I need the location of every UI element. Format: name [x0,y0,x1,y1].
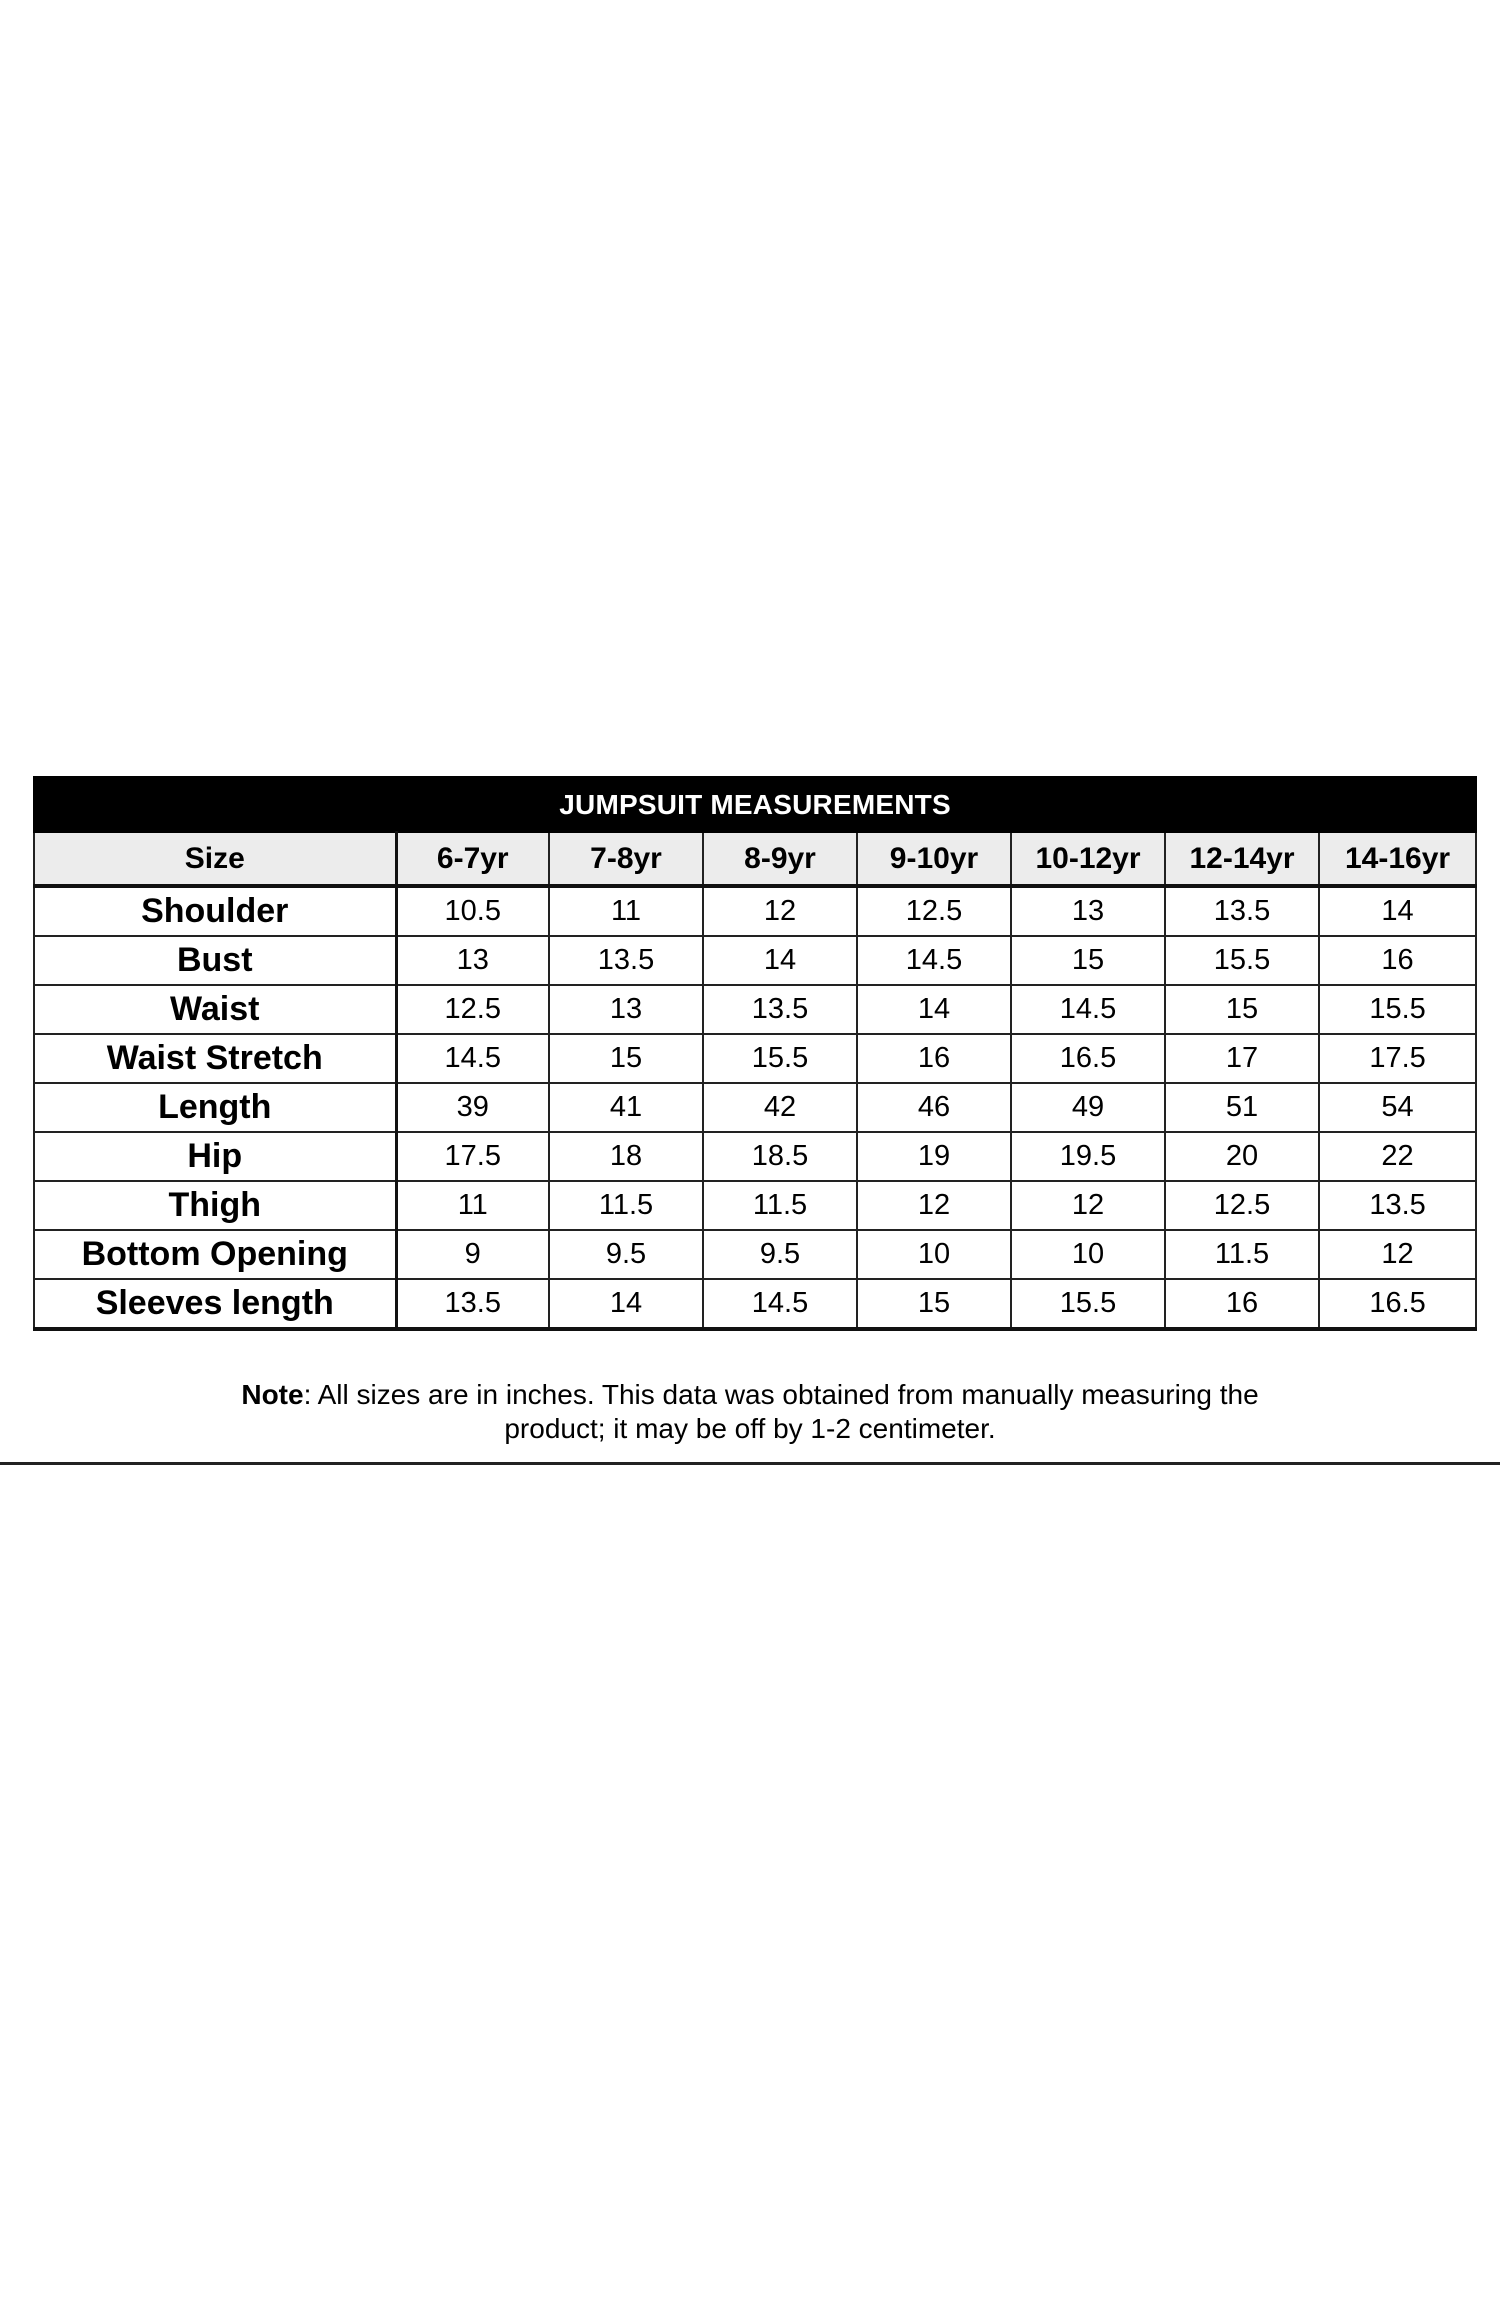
table-cell: 13 [396,936,549,985]
chart-title: JUMPSUIT MEASUREMENTS [34,777,1476,832]
table-cell: 11 [549,886,703,936]
table-cell: 12 [1011,1181,1165,1230]
table-cell: 18.5 [703,1132,857,1181]
measurement-note [0,1378,1500,1446]
table-cell: 14.5 [1011,985,1165,1034]
note-text-1: : All sizes are in inches. This data was obtained from manually measuring the [303,1379,1259,1410]
table-cell: 18 [549,1132,703,1181]
table-cell: 14 [857,985,1011,1034]
note-line-1 [0,1378,1500,1412]
size-column-header: 6-7yr [396,832,549,886]
table-cell: 12.5 [1165,1181,1319,1230]
table-cell: 15 [857,1279,1011,1329]
table-cell: 22 [1319,1132,1476,1181]
table-cell: 12.5 [857,886,1011,936]
row-label: Bust [34,936,396,985]
table-cell: 13.5 [1165,886,1319,936]
table-cell: 17.5 [1319,1034,1476,1083]
table-row [34,1181,1476,1230]
table-cell: 20 [1165,1132,1319,1181]
size-column-header: 12-14yr [1165,832,1319,886]
table-cell: 15 [549,1034,703,1083]
header-row [34,832,1476,886]
table-cell: 15 [1165,985,1319,1034]
row-label: Length [34,1083,396,1132]
row-label: Shoulder [34,886,396,936]
measurement-rows [34,886,1476,1329]
table-cell: 54 [1319,1083,1476,1132]
table-cell: 15 [1011,936,1165,985]
table-cell: 49 [1011,1083,1165,1132]
table-cell: 13.5 [549,936,703,985]
table-cell: 10.5 [396,886,549,936]
table-cell: 14.5 [857,936,1011,985]
horizontal-divider [0,1462,1500,1465]
table-cell: 14 [1319,886,1476,936]
table-cell: 13.5 [703,985,857,1034]
table-cell: 9.5 [549,1230,703,1279]
table-cell: 16.5 [1319,1279,1476,1329]
note-line-2: product; it may be off by 1-2 centimeter. [504,1413,996,1444]
table-cell: 39 [396,1083,549,1132]
table-row [34,886,1476,936]
row-label: Waist Stretch [34,1034,396,1083]
row-label: Waist [34,985,396,1034]
size-column-header: 9-10yr [857,832,1011,886]
row-label: Bottom Opening [34,1230,396,1279]
table-row [34,936,1476,985]
table-cell: 15.5 [1011,1279,1165,1329]
table-cell: 41 [549,1083,703,1132]
note-label: Note [241,1379,304,1410]
table-cell: 14.5 [396,1034,549,1083]
size-column-header: 7-8yr [549,832,703,886]
table-cell: 16 [857,1034,1011,1083]
table-cell: 10 [1011,1230,1165,1279]
size-column-header: 8-9yr [703,832,857,886]
table-cell: 15.5 [703,1034,857,1083]
table-row [34,1132,1476,1181]
table-cell: 12.5 [396,985,549,1034]
size-chart-table [33,776,1477,1331]
table-row [34,1230,1476,1279]
table-cell: 10 [857,1230,1011,1279]
table-cell: 14.5 [703,1279,857,1329]
table-cell: 51 [1165,1083,1319,1132]
table-cell: 17.5 [396,1132,549,1181]
table-cell: 16 [1165,1279,1319,1329]
table-cell: 9 [396,1230,549,1279]
table-cell: 15.5 [1165,936,1319,985]
size-column-header: 14-16yr [1319,832,1476,886]
table-cell: 11.5 [549,1181,703,1230]
table-cell: 9.5 [703,1230,857,1279]
size-column-header: 10-12yr [1011,832,1165,886]
table-cell: 42 [703,1083,857,1132]
table-cell: 11.5 [1165,1230,1319,1279]
table-cell: 13.5 [1319,1181,1476,1230]
table-cell: 13 [1011,886,1165,936]
table-cell: 19.5 [1011,1132,1165,1181]
table-cell: 14 [549,1279,703,1329]
table-cell: 11.5 [703,1181,857,1230]
table-cell: 46 [857,1083,1011,1132]
table-cell: 12 [1319,1230,1476,1279]
size-header-label: Size [34,832,396,886]
row-label: Sleeves length [34,1279,396,1329]
table-row [34,985,1476,1034]
table-cell: 12 [857,1181,1011,1230]
table-cell: 16 [1319,936,1476,985]
table-cell: 14 [703,936,857,985]
table-cell: 13 [549,985,703,1034]
table-cell: 15.5 [1319,985,1476,1034]
table-cell: 11 [396,1181,549,1230]
table-cell: 16.5 [1011,1034,1165,1083]
row-label: Hip [34,1132,396,1181]
table-cell: 12 [703,886,857,936]
table-cell: 13.5 [396,1279,549,1329]
table-row [34,1034,1476,1083]
table-cell: 19 [857,1132,1011,1181]
table-row [34,1279,1476,1329]
table-cell: 17 [1165,1034,1319,1083]
row-label: Thigh [34,1181,396,1230]
title-row [34,777,1476,832]
table-row [34,1083,1476,1132]
